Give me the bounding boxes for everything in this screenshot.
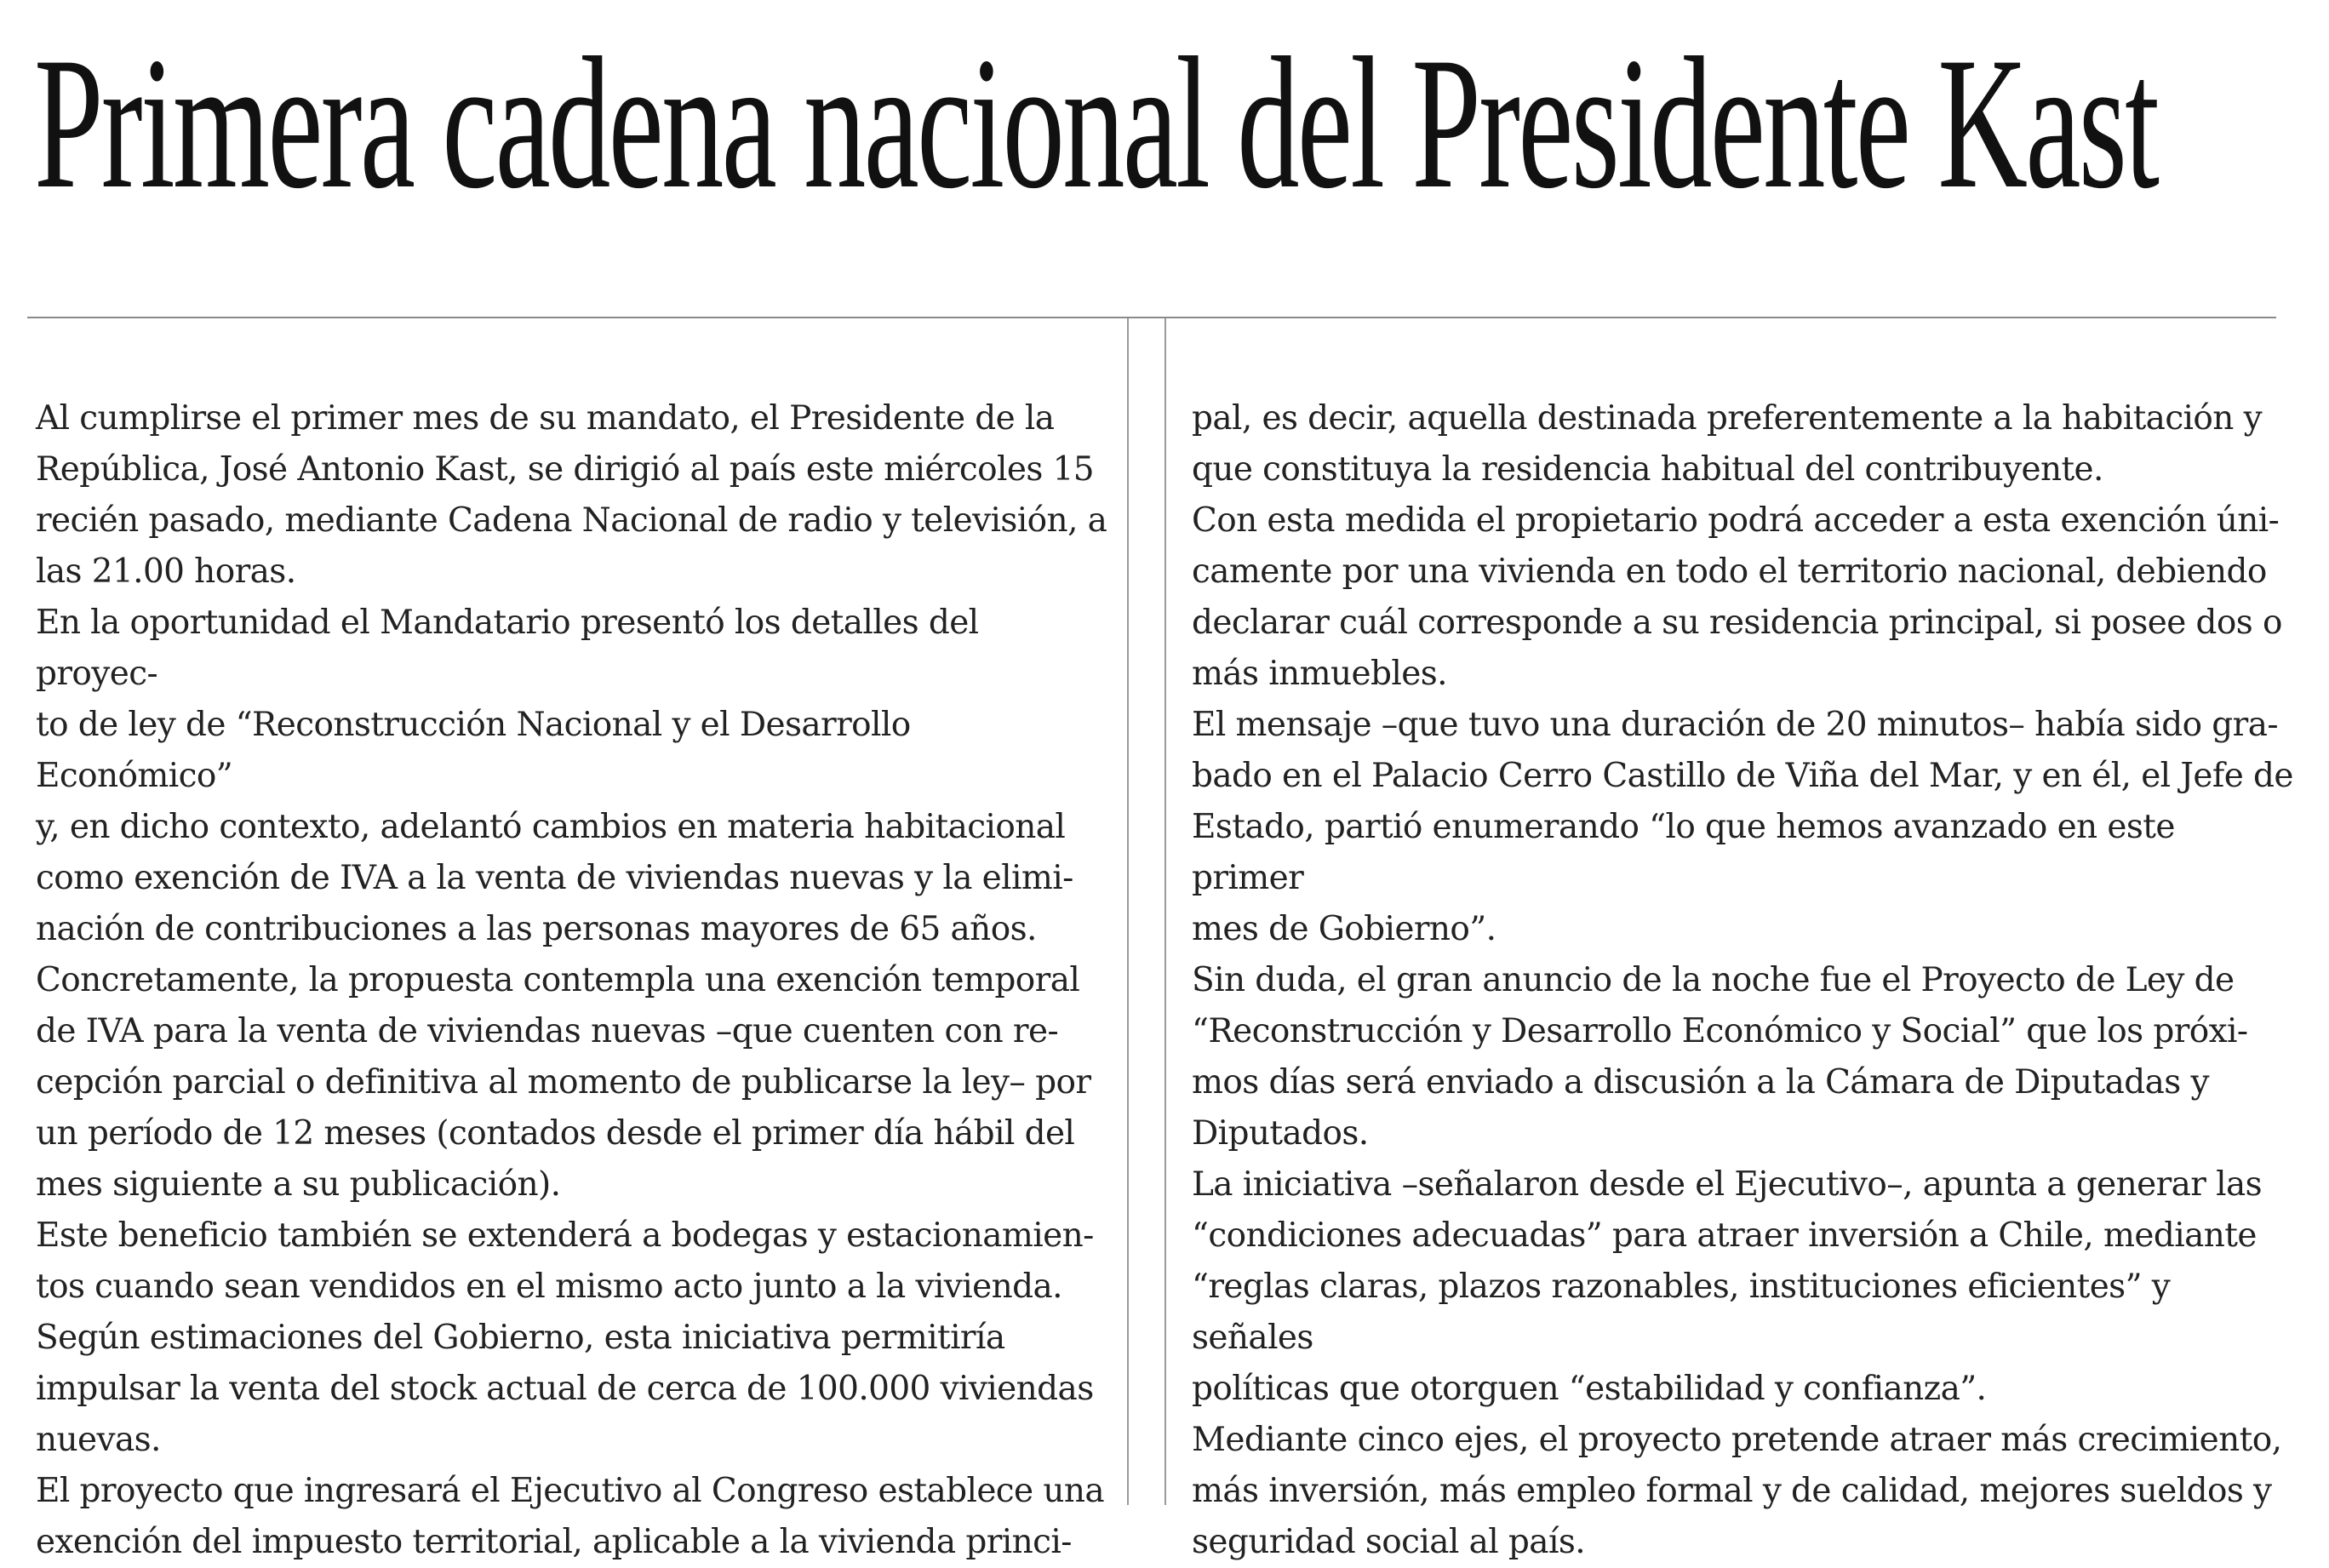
text-line: El proyecto que ingresará el Ejecutivo al Congreso establece una [36,1472,1105,1510]
text-line: las 21.00 horas. [36,552,296,591]
text-line: República, José Antonio Kast, se dirigió al país este miércoles 15 [36,450,1095,489]
text-line: Este beneficio también se extenderá a bodegas y estacionamien- [36,1216,1094,1255]
column-divider-right-edge [1164,318,1166,1505]
text-line: Diputados. [1192,1114,1369,1153]
text-line: Con esta medida el propietario podrá acceder a esta exención úni- [1192,501,2280,540]
article-column-left [36,393,1108,1568]
text-line: que constituya la residencia habitual del contribuyente. [1192,450,2103,489]
text-line: camente por una vivienda en todo el territorio nacional, debiendo [1192,552,2267,591]
text-line: Concretamente, la propuesta contempla una exención temporal [36,961,1080,999]
text-line: bado en el Palacio Cerro Castillo de Viña del Mar, y en él, el Jefe de [1192,757,2293,795]
text-line: políticas que otorguen “estabilidad y confianza”. [1192,1370,1987,1408]
text-line: exención del impuesto territorial, aplicable a la vivienda princi- [36,1523,1072,1561]
text-line: y, en dicho contexto, adelantó cambios en materia habitacional [36,808,1066,846]
text-line: recién pasado, mediante Cadena Nacional de radio y televisión, a [36,501,1107,540]
text-line: Según estimaciones del Gobierno, esta iniciativa permitiría [36,1319,1005,1357]
text-line: de IVA para la venta de viviendas nuevas –que cuenten con re- [36,1012,1059,1050]
text-line: nación de contribuciones a las personas mayores de 65 años. [36,910,1037,948]
text-line: nuevas. [36,1421,161,1459]
text-line: Al cumplirse el primer mes de su mandato, el Presidente de la [36,399,1055,438]
text-line: mes de Gobierno”. [1192,910,1496,948]
text-line: pal, es decir, aquella destinada preferentemente a la habitación y [1192,399,2263,438]
text-line: “Reconstrucción y Desarrollo Económico y Social” que los próxi- [1192,1012,2248,1050]
article-headline: Primera cadena nacional del Presidente Kast [34,19,2158,228]
text-line: cepción parcial o definitiva al momento de publicarse la ley– por [36,1063,1091,1102]
article-column-right [1192,393,2295,1568]
text-line: Estado, partió enumerando “lo que hemos avanzado en este primer [1192,808,2175,897]
text-line: seguridad social al país. [1192,1523,1586,1561]
text-line: impulsar la venta del stock actual de cerca de 100.000 viviendas [36,1370,1094,1408]
text-line: “condiciones adecuadas” para atraer inversión a Chile, mediante [1192,1216,2257,1255]
text-line: Sin duda, el gran anuncio de la noche fue el Proyecto de Ley de [1192,961,2235,999]
text-line: declarar cuál corresponde a su residencia principal, si posee dos o [1192,604,2282,642]
text-line: mes siguiente a su publicación). [36,1165,561,1204]
text-line: más inversión, más empleo formal y de calidad, mejores sueldos y [1192,1472,2272,1510]
text-line: más inmuebles. [1192,655,1447,693]
text-line: como exención de IVA a la venta de viviendas nuevas y la elimi- [36,859,1073,897]
text-line: tos cuando sean vendidos en el mismo acto junto a la vivienda. [36,1268,1062,1306]
headline-divider [27,317,2276,318]
text-line: En la oportunidad el Mandatario presentó los detalles del proyec- [36,604,979,693]
text-line: mos días será enviado a discusión a la Cámara de Diputadas y [1192,1063,2209,1102]
text-line: “reglas claras, plazos razonables, instituciones eficientes” y señales [1192,1268,2171,1357]
text-line: un período de 12 meses (contados desde el primer día hábil del [36,1114,1075,1153]
text-line: La iniciativa –señalaron desde el Ejecutivo–, apunta a generar las [1192,1165,2263,1204]
text-line: to de ley de “Reconstrucción Nacional y el Desarrollo Económico” [36,706,911,795]
column-divider-left-edge [1127,318,1129,1505]
text-line: Mediante cinco ejes, el proyecto pretende atraer más crecimiento, [1192,1421,2282,1459]
text-line: El mensaje –que tuvo una duración de 20 minutos– había sido gra- [1192,706,2278,744]
